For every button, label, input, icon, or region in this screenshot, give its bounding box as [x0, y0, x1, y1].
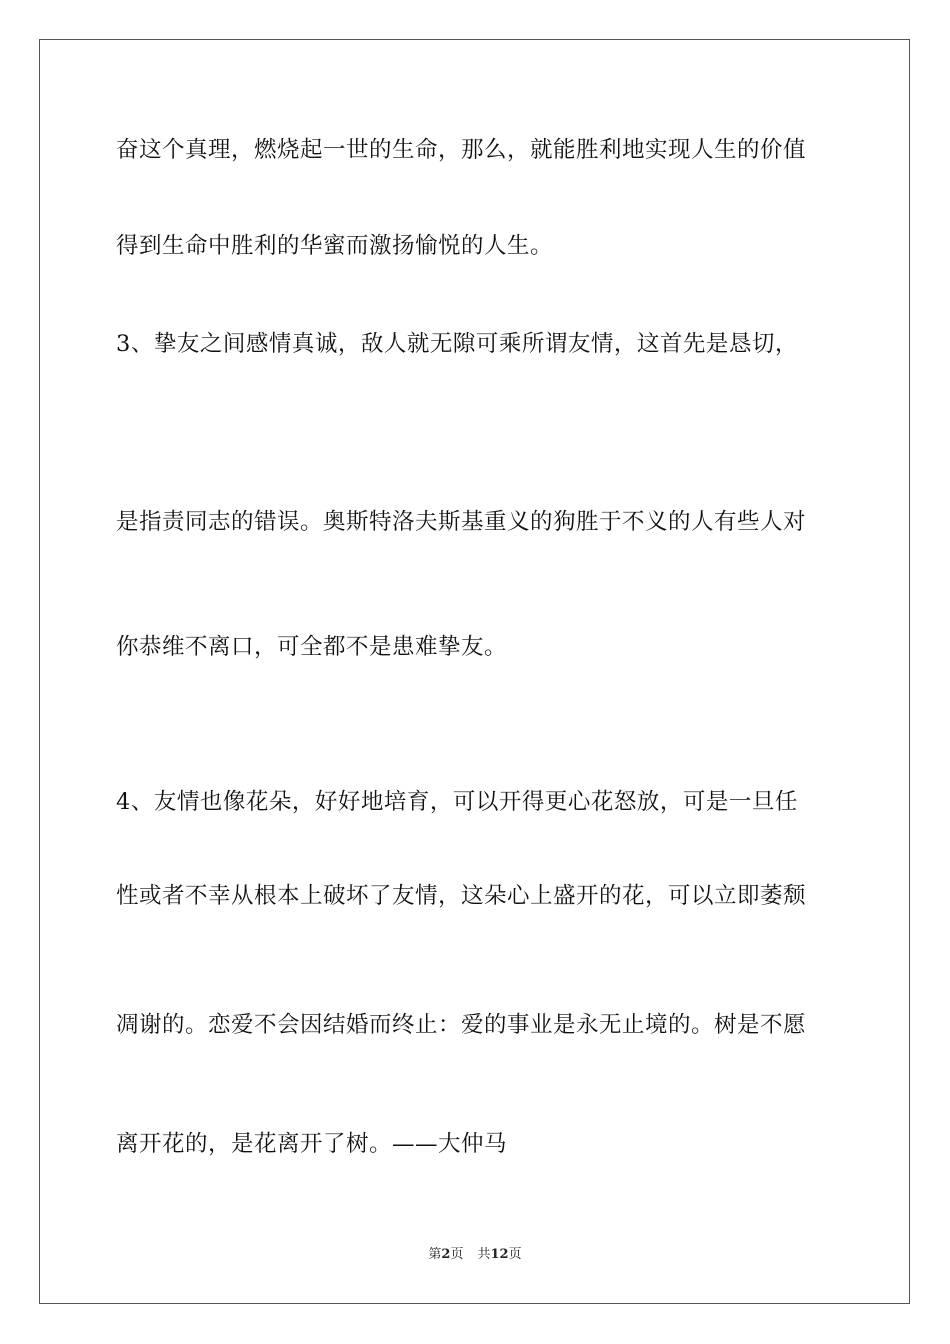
text-line-3: 3、挚友之间感情真诚，敌人就无隙可乘所谓友情，这首先是恳切， — [116, 331, 798, 357]
total-prefix: 共 — [477, 1247, 491, 1262]
text-line-4: 是指责同志的错误。奥斯特洛夫斯基重义的狗胜于不义的人有些人对 — [116, 509, 807, 535]
text-line-6: 4、友情也像花朵，好好地培育，可以开得更心花怒放，可是一旦任 — [116, 789, 798, 815]
text-line-5: 你恭维不离口，可全都不是患难挚友。 — [116, 634, 508, 660]
text-line-7: 性或者不幸从根本上破坏了友情，这朵心上盛开的花，可以立即萎颓 — [116, 883, 807, 909]
total-suffix: 页 — [508, 1247, 522, 1262]
page-footer — [0, 1246, 950, 1264]
text-line-9: 离开花的，是花离开了树。——大仲马 — [116, 1131, 508, 1157]
page-number: 2 — [441, 1247, 451, 1262]
total-pages: 12 — [490, 1247, 509, 1262]
page-prefix: 第 — [428, 1247, 442, 1262]
page-border — [39, 39, 910, 1304]
text-line-2: 得到生命中胜利的华蜜而激扬愉悦的人生。 — [116, 233, 554, 259]
text-line-8: 凋谢的。恋爱不会因结婚而终止：爱的事业是永无止境的。树是不愿 — [116, 1012, 807, 1038]
text-line-1: 奋这个真理，燃烧起一世的生命，那么，就能胜利地实现人生的价值 — [116, 137, 807, 163]
page-suffix: 页 — [450, 1247, 464, 1262]
